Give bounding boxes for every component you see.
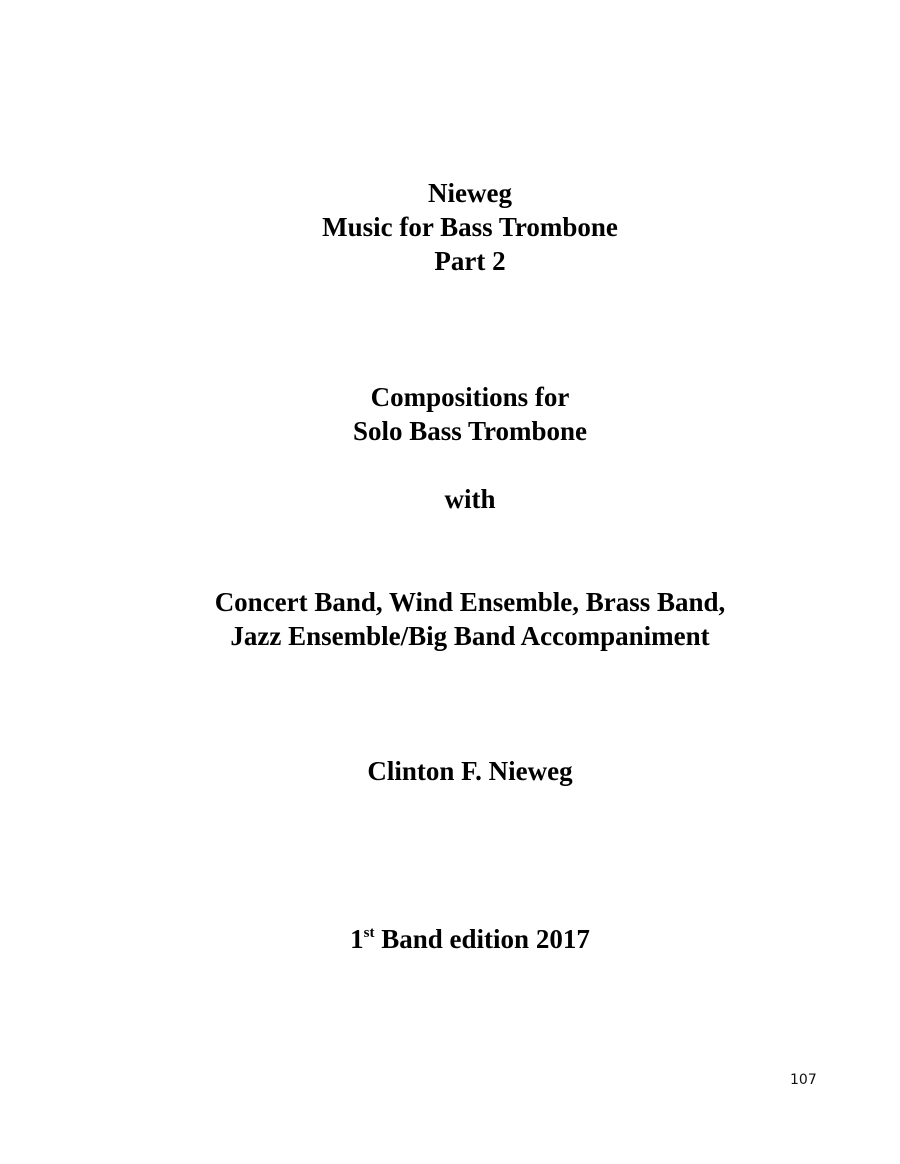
author-name: Clinton F. Nieweg: [367, 756, 573, 786]
edition-block: [0, 922, 900, 961]
with-block: [0, 482, 900, 516]
composer-name: Nieweg: [428, 178, 512, 208]
accompaniment-line-2: Jazz Ensemble/Big Band Accompaniment: [230, 621, 710, 651]
part-label: Part 2: [434, 246, 506, 276]
page-number: 107: [790, 1072, 817, 1088]
edition-ordinal-suffix: st: [363, 925, 375, 941]
edition-text: Band edition 2017: [381, 924, 590, 954]
edition-line: [0, 922, 900, 961]
accompaniment-block: [0, 585, 900, 653]
connector-text: with: [444, 484, 496, 514]
subtitle-line-2: Solo Bass Trombone: [352, 416, 588, 446]
accompaniment-line-1: Concert Band, Wind Ensemble, Brass Band,: [214, 587, 726, 617]
edition-number: 1: [350, 924, 364, 954]
author-block: [0, 754, 900, 788]
subtitle-line-1: Compositions for: [370, 382, 570, 412]
collection-title: Music for Bass Trombone: [322, 212, 618, 242]
subtitle-block: [0, 380, 900, 448]
title-block: [0, 176, 900, 278]
